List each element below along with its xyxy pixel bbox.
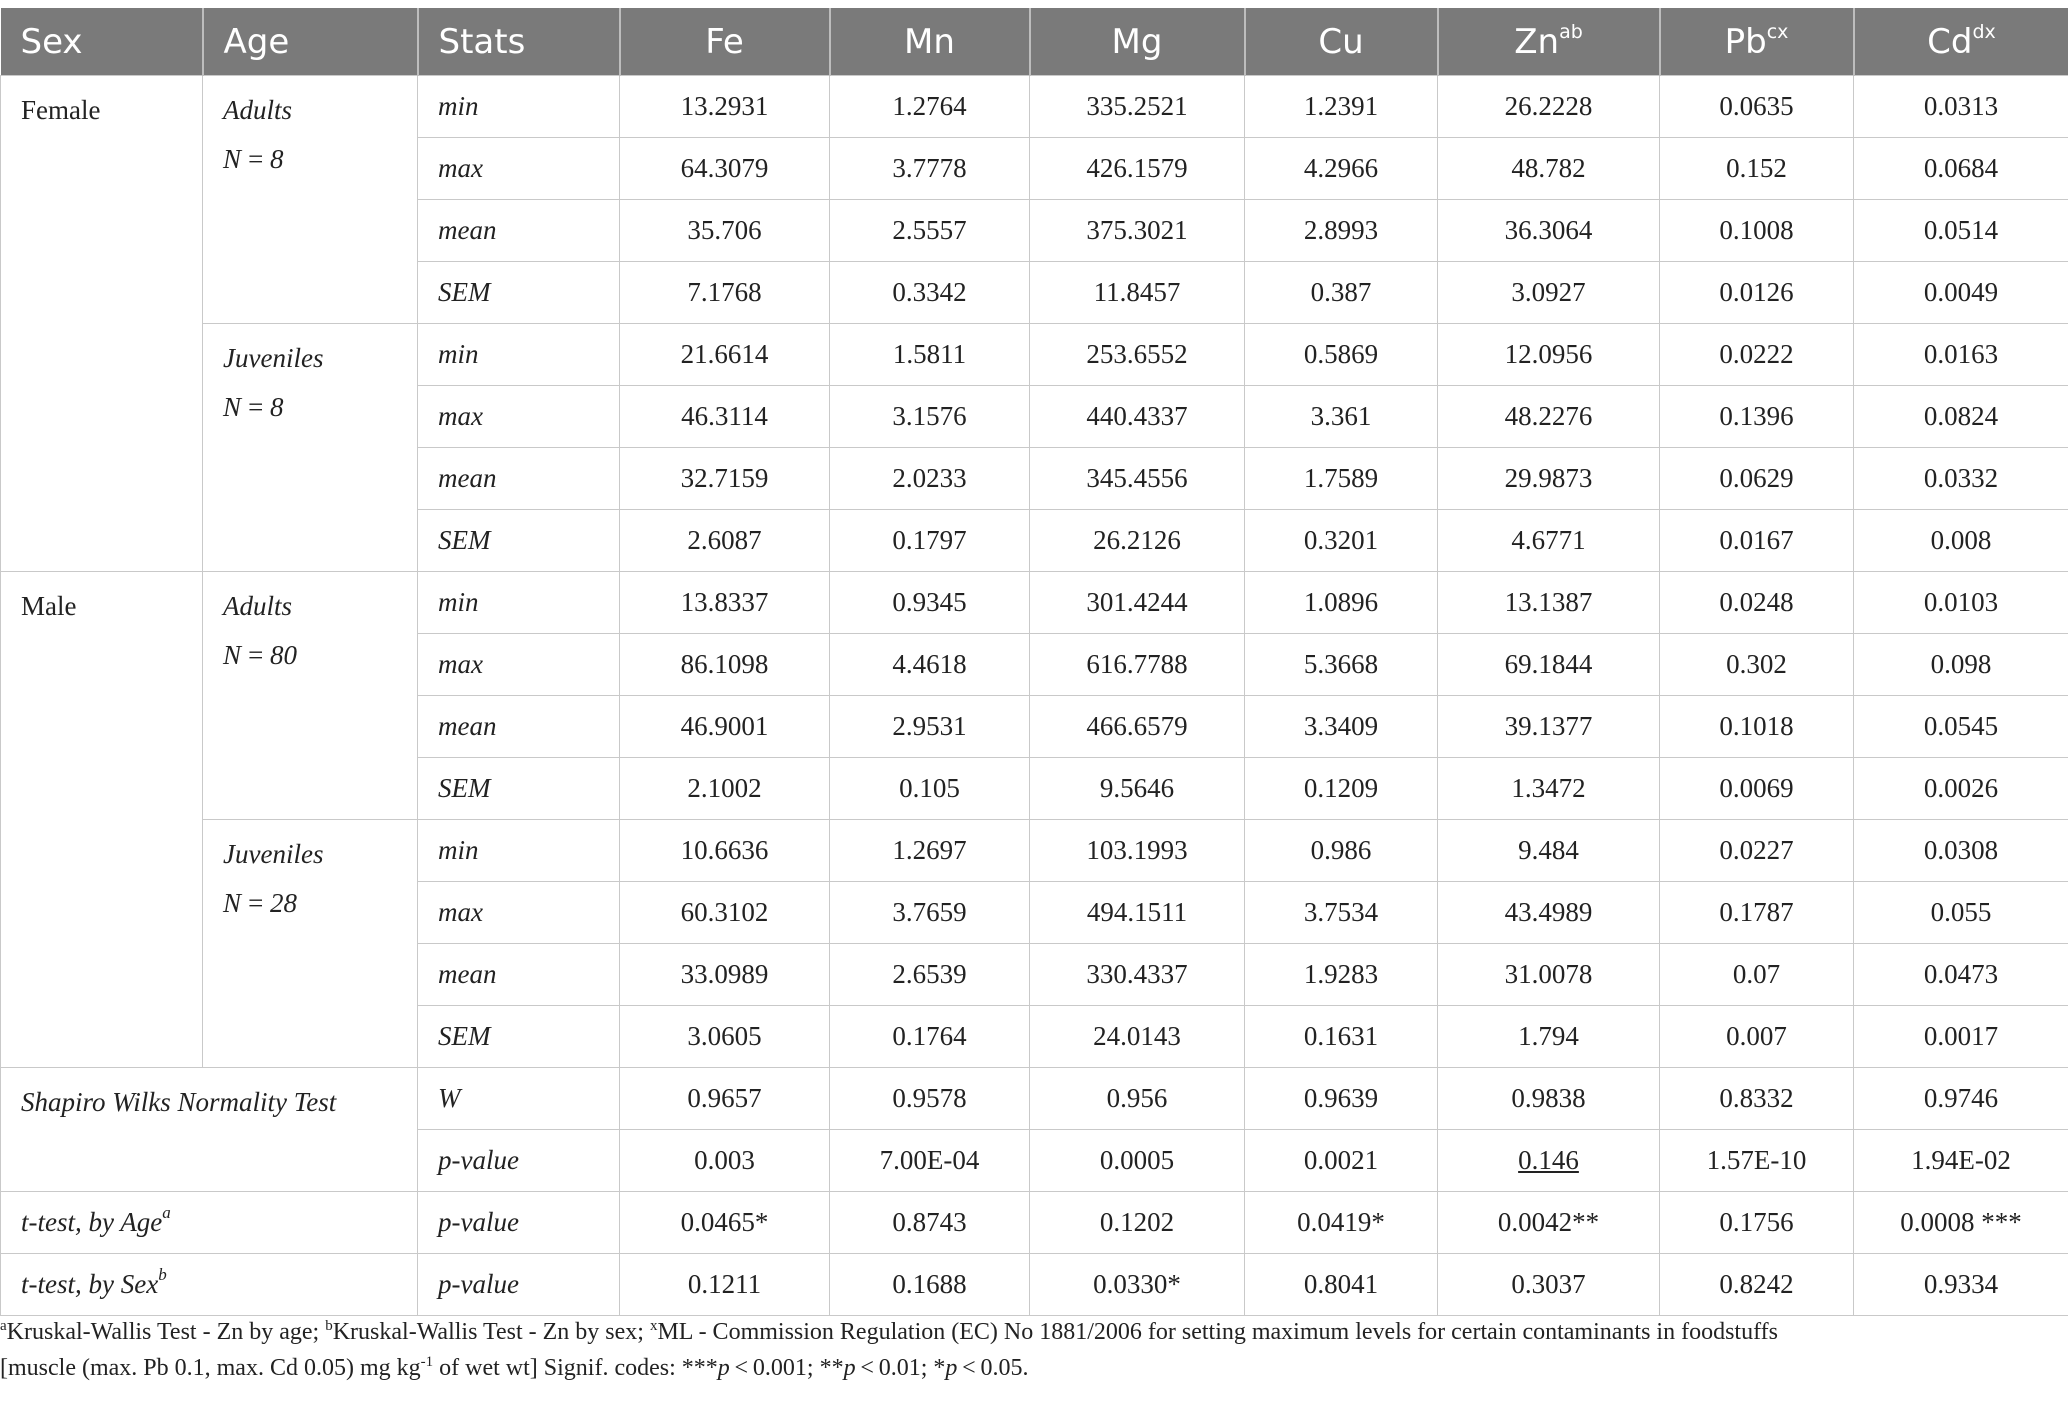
value-cell: 2.1002 xyxy=(620,758,830,820)
p-value-cell: 0.0419* xyxy=(1245,1192,1438,1254)
value-cell: 0.0629 xyxy=(1660,448,1854,510)
value-cell: 26.2126 xyxy=(1030,510,1245,572)
p-value-cell: 0.0021 xyxy=(1245,1130,1438,1192)
value-cell: 0.0227 xyxy=(1660,820,1854,882)
age-label: Adults xyxy=(223,95,293,125)
value-cell: 3.0605 xyxy=(620,1006,830,1068)
value-cell: 0.0017 xyxy=(1854,1006,2068,1068)
value-cell: 46.3114 xyxy=(620,386,830,448)
age-label: Juveniles xyxy=(223,343,324,373)
value-cell: 345.4556 xyxy=(1030,448,1245,510)
footnote-b-text: Kruskal-Wallis Test - Zn by sex; xyxy=(332,1319,650,1345)
value-cell: 48.782 xyxy=(1438,138,1660,200)
value-cell: 13.8337 xyxy=(620,572,830,634)
col-header-mg: Mg xyxy=(1030,8,1245,76)
ttest-age-row xyxy=(1,1192,2068,1254)
pb-superscript: cx xyxy=(1766,20,1789,43)
p-value-cell: 0.1211 xyxy=(620,1254,830,1316)
value-cell: 0.008 xyxy=(1854,510,2068,572)
age-group-cell xyxy=(203,324,418,572)
footnote-x-marker: x xyxy=(649,1318,658,1334)
value-cell: 4.2966 xyxy=(1245,138,1438,200)
value-cell: 3.7659 xyxy=(830,882,1030,944)
value-cell: 3.7534 xyxy=(1245,882,1438,944)
col-header-fe: Fe xyxy=(620,8,830,76)
stat-label: min xyxy=(418,76,620,138)
value-cell: 1.2697 xyxy=(830,820,1030,882)
value-cell: 2.5557 xyxy=(830,200,1030,262)
value-cell: 0.3342 xyxy=(830,262,1030,324)
p-value-cell: 0.0330* xyxy=(1030,1254,1245,1316)
value-cell: 26.2228 xyxy=(1438,76,1660,138)
stat-label: mean xyxy=(418,696,620,758)
value-cell: 36.3064 xyxy=(1438,200,1660,262)
table-row xyxy=(1,324,2068,386)
value-cell: 13.2931 xyxy=(620,76,830,138)
value-cell: 0.1797 xyxy=(830,510,1030,572)
col-header-sex: Sex xyxy=(1,8,203,76)
value-cell: 0.07 xyxy=(1660,944,1854,1006)
value-cell: 375.3021 xyxy=(1030,200,1245,262)
value-cell: 0.0069 xyxy=(1660,758,1854,820)
w-value-cell: 0.9639 xyxy=(1245,1068,1438,1130)
footnote-code-2: < 0.01; * xyxy=(855,1355,946,1381)
value-cell: 64.3079 xyxy=(620,138,830,200)
header-row xyxy=(1,8,2068,76)
sample-size: N = 8 xyxy=(223,392,284,422)
value-cell: 0.055 xyxy=(1854,882,2068,944)
value-cell: 60.3102 xyxy=(620,882,830,944)
ttest-sex-row xyxy=(1,1254,2068,1316)
value-cell: 330.4337 xyxy=(1030,944,1245,1006)
sample-size: N = 8 xyxy=(223,144,284,174)
footnote-p-symbol: p xyxy=(717,1355,730,1381)
stat-label: mean xyxy=(418,944,620,1006)
footnote-line-1 xyxy=(0,1314,2060,1350)
p-value-cell: 0.0042** xyxy=(1438,1192,1660,1254)
footnote-code-3: < 0.05. xyxy=(957,1355,1029,1381)
p-value-label: p-value xyxy=(418,1192,620,1254)
p-value-cell: 0.003 xyxy=(620,1130,830,1192)
p-value-label: p-value xyxy=(418,1254,620,1316)
value-cell: 494.1511 xyxy=(1030,882,1245,944)
table-row xyxy=(1,820,2068,882)
value-cell: 3.0927 xyxy=(1438,262,1660,324)
age-group-cell xyxy=(203,76,418,324)
footnote-line-2 xyxy=(0,1350,2060,1386)
stat-label: mean xyxy=(418,200,620,262)
age-group-cell xyxy=(203,820,418,1068)
stat-label: min xyxy=(418,572,620,634)
p-value-cell: 0.146 xyxy=(1438,1130,1660,1192)
value-cell: 0.0167 xyxy=(1660,510,1854,572)
value-cell: 1.9283 xyxy=(1245,944,1438,1006)
value-cell: 12.0956 xyxy=(1438,324,1660,386)
zn-superscript: ab xyxy=(1559,20,1583,43)
p-value-cell: 0.8743 xyxy=(830,1192,1030,1254)
table-footnote xyxy=(0,1314,2060,1386)
value-cell: 0.098 xyxy=(1854,634,2068,696)
stat-label: SEM xyxy=(418,1006,620,1068)
value-cell: 440.4337 xyxy=(1030,386,1245,448)
value-cell: 3.7778 xyxy=(830,138,1030,200)
col-header-cd xyxy=(1854,8,2068,76)
p-value-cell: 0.3037 xyxy=(1438,1254,1660,1316)
value-cell: 46.9001 xyxy=(620,696,830,758)
value-cell: 0.0026 xyxy=(1854,758,2068,820)
col-header-mn: Mn xyxy=(830,8,1030,76)
value-cell: 21.6614 xyxy=(620,324,830,386)
shapiro-w-row xyxy=(1,1068,2068,1130)
w-label: W xyxy=(418,1068,620,1130)
footnote-a-text: Kruskal-Wallis Test - Zn by age; xyxy=(6,1319,326,1345)
col-header-age: Age xyxy=(203,8,418,76)
value-cell: 35.706 xyxy=(620,200,830,262)
value-cell: 0.0222 xyxy=(1660,324,1854,386)
value-cell: 11.8457 xyxy=(1030,262,1245,324)
value-cell: 301.4244 xyxy=(1030,572,1245,634)
value-cell: 253.6552 xyxy=(1030,324,1245,386)
col-header-stats: Stats xyxy=(418,8,620,76)
w-value-cell: 0.9657 xyxy=(620,1068,830,1130)
value-cell: 0.0824 xyxy=(1854,386,2068,448)
ttest-age-label xyxy=(1,1192,418,1254)
p-value-cell: 0.8242 xyxy=(1660,1254,1854,1316)
value-cell: 0.0545 xyxy=(1854,696,2068,758)
zn-label: Zn xyxy=(1514,21,1560,62)
value-cell: 2.8993 xyxy=(1245,200,1438,262)
test-name: t-test, by Age xyxy=(21,1207,163,1237)
value-cell: 0.0126 xyxy=(1660,262,1854,324)
value-cell: 0.5869 xyxy=(1245,324,1438,386)
stat-label: max xyxy=(418,634,620,696)
stat-label: min xyxy=(418,820,620,882)
value-cell: 1.2764 xyxy=(830,76,1030,138)
footnote-code-1: < 0.001; ** xyxy=(729,1355,844,1381)
value-cell: 13.1387 xyxy=(1438,572,1660,634)
value-cell: 0.0473 xyxy=(1854,944,2068,1006)
footnote-a-marker: a xyxy=(0,1318,7,1334)
ttest-sex-label xyxy=(1,1254,418,1316)
value-cell: 3.361 xyxy=(1245,386,1438,448)
table-row xyxy=(1,76,2068,138)
value-cell: 4.4618 xyxy=(830,634,1030,696)
w-value-cell: 0.9838 xyxy=(1438,1068,1660,1130)
test-name: t-test, by Sex xyxy=(21,1269,159,1299)
col-header-zn xyxy=(1438,8,1660,76)
value-cell: 0.0248 xyxy=(1660,572,1854,634)
value-cell: 335.2521 xyxy=(1030,76,1245,138)
age-group-cell xyxy=(203,572,418,820)
p-value-cell: 0.9334 xyxy=(1854,1254,2068,1316)
value-cell: 0.0313 xyxy=(1854,76,2068,138)
stat-label: SEM xyxy=(418,758,620,820)
col-header-pb xyxy=(1660,8,1854,76)
value-cell: 1.0896 xyxy=(1245,572,1438,634)
p-value-cell: 0.1202 xyxy=(1030,1192,1245,1254)
value-cell: 0.0049 xyxy=(1854,262,2068,324)
w-value-cell: 0.9746 xyxy=(1854,1068,2068,1130)
footnote-p-symbol: p xyxy=(945,1355,958,1381)
p-value-cell: 0.0465* xyxy=(620,1192,830,1254)
value-cell: 0.007 xyxy=(1660,1006,1854,1068)
value-cell: 48.2276 xyxy=(1438,386,1660,448)
value-cell: 0.1396 xyxy=(1660,386,1854,448)
value-cell: 616.7788 xyxy=(1030,634,1245,696)
footnote-x-text: ML - Commission Regulation (EC) No 1881/2006 for setting maximum levels for certain contaminants in foodstuffs xyxy=(657,1319,1778,1345)
value-cell: 0.1018 xyxy=(1660,696,1854,758)
value-cell: 86.1098 xyxy=(620,634,830,696)
stat-label: max xyxy=(418,138,620,200)
value-cell: 39.1377 xyxy=(1438,696,1660,758)
value-cell: 69.1844 xyxy=(1438,634,1660,696)
value-cell: 0.105 xyxy=(830,758,1030,820)
value-cell: 2.6087 xyxy=(620,510,830,572)
value-cell: 1.5811 xyxy=(830,324,1030,386)
value-cell: 0.0163 xyxy=(1854,324,2068,386)
footnote-muscle-text: [muscle (max. Pb 0.1, max. Cd 0.05) mg kg xyxy=(0,1355,421,1381)
value-cell: 0.152 xyxy=(1660,138,1854,200)
value-cell: 29.9873 xyxy=(1438,448,1660,510)
value-cell: 0.1787 xyxy=(1660,882,1854,944)
stat-label: SEM xyxy=(418,262,620,324)
value-cell: 0.3201 xyxy=(1245,510,1438,572)
value-cell: 0.0635 xyxy=(1660,76,1854,138)
value-cell: 5.3668 xyxy=(1245,634,1438,696)
p-value-cell: 0.0005 xyxy=(1030,1130,1245,1192)
value-cell: 1.2391 xyxy=(1245,76,1438,138)
value-cell: 3.3409 xyxy=(1245,696,1438,758)
value-cell: 0.1209 xyxy=(1245,758,1438,820)
pb-label: Pb xyxy=(1724,21,1767,62)
value-cell: 1.794 xyxy=(1438,1006,1660,1068)
w-value-cell: 0.9578 xyxy=(830,1068,1030,1130)
age-label: Juveniles xyxy=(223,839,324,869)
w-value-cell: 0.956 xyxy=(1030,1068,1245,1130)
test-superscript: b xyxy=(158,1265,167,1284)
value-cell: 0.986 xyxy=(1245,820,1438,882)
sex-cell: Male xyxy=(1,572,203,1068)
test-superscript: a xyxy=(162,1203,171,1222)
value-cell: 103.1993 xyxy=(1030,820,1245,882)
p-value-cell: 0.1756 xyxy=(1660,1192,1854,1254)
value-cell: 0.0332 xyxy=(1854,448,2068,510)
value-cell: 0.1631 xyxy=(1245,1006,1438,1068)
p-value-label: p-value xyxy=(418,1130,620,1192)
footnote-b-marker: b xyxy=(325,1318,333,1334)
stat-label: SEM xyxy=(418,510,620,572)
value-cell: 466.6579 xyxy=(1030,696,1245,758)
stat-label: max xyxy=(418,386,620,448)
cd-superscript: dx xyxy=(1972,20,1996,43)
value-cell: 1.3472 xyxy=(1438,758,1660,820)
p-value-cell: 0.1688 xyxy=(830,1254,1030,1316)
value-cell: 43.4989 xyxy=(1438,882,1660,944)
value-cell: 7.1768 xyxy=(620,262,830,324)
stat-label: mean xyxy=(418,448,620,510)
footnote-unit-exponent: -1 xyxy=(420,1354,434,1370)
footnote-p-symbol: p xyxy=(843,1355,856,1381)
value-cell: 3.1576 xyxy=(830,386,1030,448)
table-body xyxy=(1,76,2068,1316)
sample-size: N = 80 xyxy=(223,640,298,670)
w-value-cell: 0.8332 xyxy=(1660,1068,1854,1130)
value-cell: 10.6636 xyxy=(620,820,830,882)
value-cell: 0.387 xyxy=(1245,262,1438,324)
data-table xyxy=(0,8,2068,1316)
value-cell: 426.1579 xyxy=(1030,138,1245,200)
value-cell: 0.0514 xyxy=(1854,200,2068,262)
value-cell: 0.1764 xyxy=(830,1006,1030,1068)
p-value-cell: 1.57E-10 xyxy=(1660,1130,1854,1192)
table-row xyxy=(1,572,2068,634)
shapiro-test-label: Shapiro Wilks Normality Test xyxy=(1,1068,418,1192)
value-cell: 9.5646 xyxy=(1030,758,1245,820)
value-cell: 24.0143 xyxy=(1030,1006,1245,1068)
value-cell: 32.7159 xyxy=(620,448,830,510)
footnote-signif-text: of wet wt] Signif. codes: *** xyxy=(433,1355,718,1381)
value-cell: 0.0684 xyxy=(1854,138,2068,200)
sample-size: N = 28 xyxy=(223,888,298,918)
col-header-cu: Cu xyxy=(1245,8,1438,76)
p-value-cell: 1.94E-02 xyxy=(1854,1130,2068,1192)
value-cell: 0.9345 xyxy=(830,572,1030,634)
value-cell: 2.9531 xyxy=(830,696,1030,758)
stat-label: max xyxy=(418,882,620,944)
value-cell: 2.6539 xyxy=(830,944,1030,1006)
p-value-cell: 0.0008 *** xyxy=(1854,1192,2068,1254)
cd-label: Cd xyxy=(1927,21,1973,62)
p-value-cell: 0.8041 xyxy=(1245,1254,1438,1316)
value-cell: 2.0233 xyxy=(830,448,1030,510)
value-cell: 31.0078 xyxy=(1438,944,1660,1006)
age-label: Adults xyxy=(223,591,293,621)
value-cell: 0.302 xyxy=(1660,634,1854,696)
value-cell: 33.0989 xyxy=(620,944,830,1006)
value-cell: 4.6771 xyxy=(1438,510,1660,572)
p-value-cell: 7.00E-04 xyxy=(830,1130,1030,1192)
value-cell: 0.1008 xyxy=(1660,200,1854,262)
value-cell: 1.7589 xyxy=(1245,448,1438,510)
sex-cell: Female xyxy=(1,76,203,572)
value-cell: 0.0308 xyxy=(1854,820,2068,882)
stat-label: min xyxy=(418,324,620,386)
value-cell: 9.484 xyxy=(1438,820,1660,882)
value-cell: 0.0103 xyxy=(1854,572,2068,634)
